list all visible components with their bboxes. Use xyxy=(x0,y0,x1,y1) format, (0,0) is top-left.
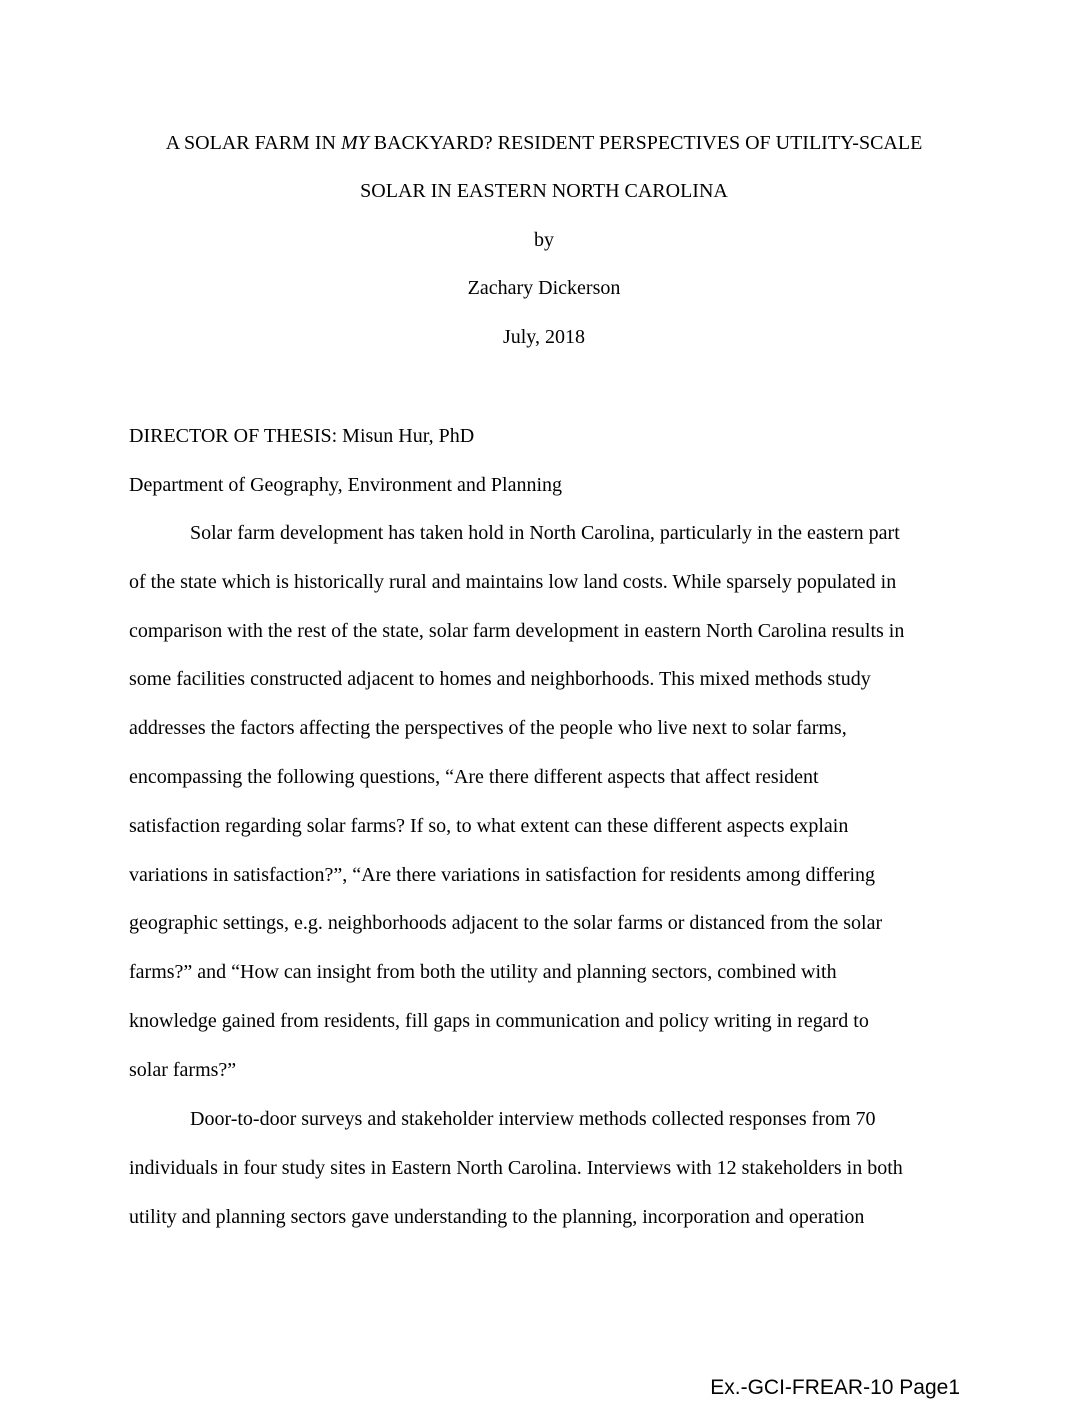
title-line-1-before: A SOLAR FARM IN xyxy=(165,132,341,154)
paragraph-line: farms?” and “How can insight from both the utility and planning sectors, combined with xyxy=(129,961,837,984)
title-emphasis: MY xyxy=(340,132,369,154)
title-line-1 xyxy=(0,131,1088,155)
paragraph-line: comparison with the rest of the state, solar farm development in eastern North Carolina results in xyxy=(129,619,905,642)
thesis-director: DIRECTOR OF THESIS: Misun Hur, PhD xyxy=(129,425,475,447)
paragraph-line: variations in satisfaction?”, “Are there variations in satisfaction for residents among differing xyxy=(129,863,876,886)
paragraph-line: solar farms?” xyxy=(129,1058,237,1081)
byline-by: by xyxy=(534,229,554,251)
paragraph-line: Door-to-door surveys and stakeholder interview methods collected responses from 70 xyxy=(190,1108,876,1130)
paragraph-line: knowledge gained from residents, fill gaps in communication and policy writing in regard to xyxy=(129,1009,869,1032)
paragraph-line: Solar farm development has taken hold in North Carolina, particularly in the eastern part xyxy=(190,522,900,544)
title-line-2: SOLAR IN EASTERN NORTH CAROLINA xyxy=(360,180,728,202)
paragraph-line: some facilities constructed adjacent to homes and neighborhoods. This mixed methods study xyxy=(129,668,871,691)
abstract-paragraph-1 xyxy=(129,509,969,1095)
thesis-date: July, 2018 xyxy=(502,326,586,348)
title-line-1-after: BACKYARD? RESIDENT PERSPECTIVES OF UTILITY-SCALE xyxy=(368,132,923,154)
paragraph-line: individuals in four study sites in Eastern North Carolina. Interviews with 12 stakeholders in both xyxy=(129,1156,903,1179)
department: Department of Geography, Environment and Planning xyxy=(129,474,563,496)
page-footer-label: Ex.-GCI-FREAR-10 Page1 xyxy=(710,1376,960,1399)
paragraph-line: utility and planning sectors gave understanding to the planning, incorporation and operation xyxy=(129,1205,865,1228)
paragraph-line: of the state which is historically rural and maintains low land costs. While sparsely populated in xyxy=(129,570,897,593)
paragraph-line: geographic settings, e.g. neighborhoods adjacent to the solar farms or distanced from the solar xyxy=(129,912,883,935)
author-name: Zachary Dickerson xyxy=(467,277,621,299)
paragraph-line: encompassing the following questions, “Are there different aspects that affect resident xyxy=(129,765,819,788)
paragraph-line: addresses the factors affecting the perspectives of the people who live next to solar farms, xyxy=(129,717,847,740)
abstract-paragraph-2 xyxy=(129,1095,969,1241)
paragraph-line: satisfaction regarding solar farms? If so, to what extent can these different aspects explain xyxy=(129,814,849,837)
